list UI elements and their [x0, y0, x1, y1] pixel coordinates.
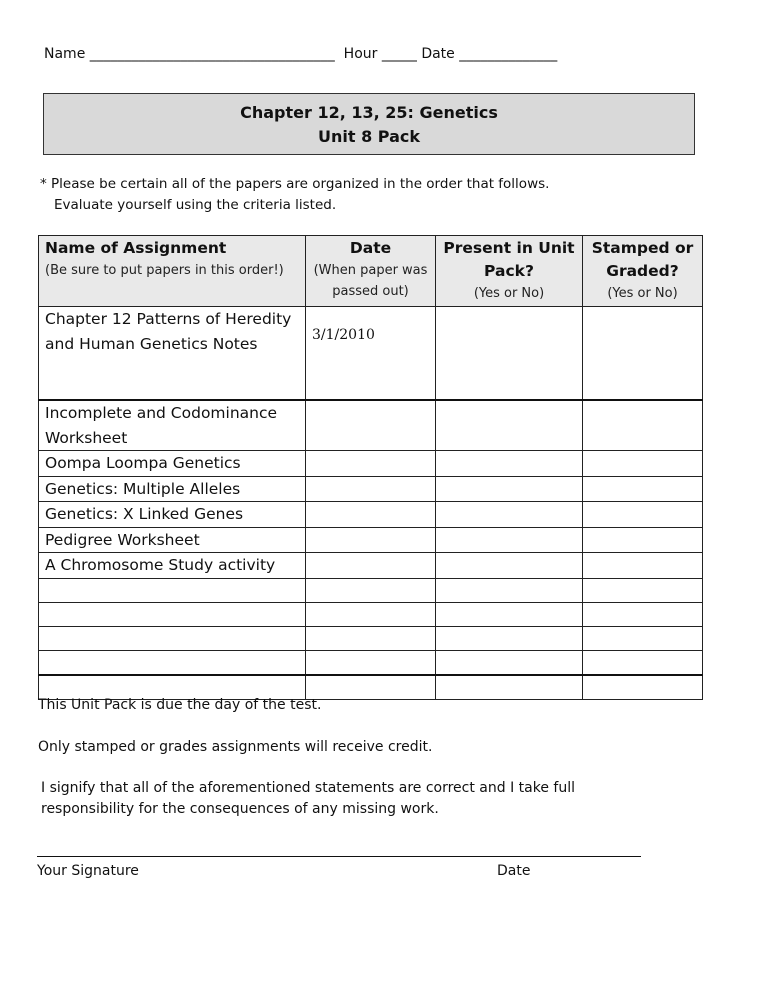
present-cell[interactable]	[436, 451, 583, 477]
stamped-cell[interactable]	[583, 400, 703, 451]
signature-line[interactable]	[37, 856, 641, 857]
table-row	[39, 578, 703, 602]
credit-note: Only stamped or grades assignments will receive credit.	[38, 739, 433, 755]
stamped-cell[interactable]	[583, 502, 703, 528]
assignment-date[interactable]	[306, 675, 436, 700]
table-row	[39, 400, 703, 451]
page-title: Chapter 12, 13, 25: Genetics	[240, 103, 498, 122]
stamped-cell[interactable]	[583, 307, 703, 401]
column-header-assignment: Name of Assignment (Be sure to put papers in this order!)	[39, 236, 306, 307]
assignment-name[interactable]	[39, 602, 306, 626]
table-row	[39, 307, 703, 401]
assignment-name: Genetics: X Linked Genes	[39, 502, 306, 528]
assignment-table	[38, 235, 703, 700]
assignment-name[interactable]	[39, 578, 306, 602]
hour-label: Hour	[343, 46, 378, 62]
assignment-date[interactable]	[306, 602, 436, 626]
due-note: This Unit Pack is due the day of the test.	[38, 697, 322, 713]
table-row	[39, 502, 703, 528]
table-row	[39, 553, 703, 579]
statement-line-2: responsibility for the consequences of any missing work.	[41, 801, 439, 817]
stamped-cell[interactable]	[583, 451, 703, 477]
instructions	[40, 174, 549, 216]
table-row	[39, 476, 703, 502]
present-cell[interactable]	[436, 650, 583, 675]
stamped-cell[interactable]	[583, 527, 703, 553]
assignment-date[interactable]	[306, 650, 436, 675]
assignment-name: Pedigree Worksheet	[39, 527, 306, 553]
assignment-date[interactable]	[306, 400, 436, 451]
assignment-name: Genetics: Multiple Alleles	[39, 476, 306, 502]
table-row	[39, 527, 703, 553]
statement-line-1: I signify that all of the aforementioned statements are correct and I take full	[41, 780, 575, 796]
instruction-line-1: * Please be certain all of the papers are organized in the order that follows.	[40, 176, 550, 192]
assignment-name: A Chromosome Study activity	[39, 553, 306, 579]
table-row	[39, 650, 703, 675]
assignment-date[interactable]	[306, 527, 436, 553]
column-header-present: Present in Unit Pack? (Yes or No)	[436, 236, 583, 307]
present-cell[interactable]	[436, 578, 583, 602]
assignment-name[interactable]	[39, 626, 306, 650]
responsibility-statement	[41, 778, 575, 820]
assignment-date[interactable]	[306, 553, 436, 579]
title-box	[43, 93, 695, 155]
date-label: Date	[421, 46, 455, 62]
stamped-cell[interactable]	[583, 650, 703, 675]
assignment-name: Incomplete and Codominance Worksheet	[39, 400, 306, 451]
table-header-row	[39, 236, 703, 307]
signature-label: Your Signature	[37, 863, 139, 879]
assignment-date[interactable]: 3/1/2010	[306, 307, 436, 401]
stamped-cell[interactable]	[583, 675, 703, 700]
column-header-date: Date (When paper was passed out)	[306, 236, 436, 307]
present-cell[interactable]	[436, 626, 583, 650]
instruction-line-2: Evaluate yourself using the criteria listed.	[54, 197, 337, 213]
student-info-line	[44, 46, 557, 62]
assignment-name[interactable]	[39, 650, 306, 675]
present-cell[interactable]	[436, 400, 583, 451]
table-row	[39, 626, 703, 650]
assignment-name: Chapter 12 Patterns of Heredity and Human Genetics Notes	[39, 307, 306, 401]
assignment-name: Oompa Loompa Genetics	[39, 451, 306, 477]
present-cell[interactable]	[436, 602, 583, 626]
table-row	[39, 602, 703, 626]
stamped-cell[interactable]	[583, 476, 703, 502]
date-field[interactable]: ______________	[459, 46, 558, 62]
assignment-date[interactable]	[306, 502, 436, 528]
page-subtitle: Unit 8 Pack	[317, 127, 420, 146]
present-cell[interactable]	[436, 527, 583, 553]
assignment-date[interactable]	[306, 476, 436, 502]
table-row	[39, 451, 703, 477]
assignment-date[interactable]	[306, 578, 436, 602]
present-cell[interactable]	[436, 476, 583, 502]
name-field[interactable]: ___________________________________	[89, 46, 335, 62]
assignment-date[interactable]	[306, 626, 436, 650]
stamped-cell[interactable]	[583, 626, 703, 650]
stamped-cell[interactable]	[583, 578, 703, 602]
stamped-cell[interactable]	[583, 602, 703, 626]
column-header-stamped: Stamped or Graded? (Yes or No)	[583, 236, 703, 307]
hour-field[interactable]: _____	[381, 46, 417, 62]
signature-date-label: Date	[497, 863, 531, 879]
present-cell[interactable]	[436, 307, 583, 401]
assignment-date[interactable]	[306, 451, 436, 477]
present-cell[interactable]	[436, 553, 583, 579]
present-cell[interactable]	[436, 675, 583, 700]
stamped-cell[interactable]	[583, 553, 703, 579]
present-cell[interactable]	[436, 502, 583, 528]
name-label: Name	[44, 46, 86, 62]
